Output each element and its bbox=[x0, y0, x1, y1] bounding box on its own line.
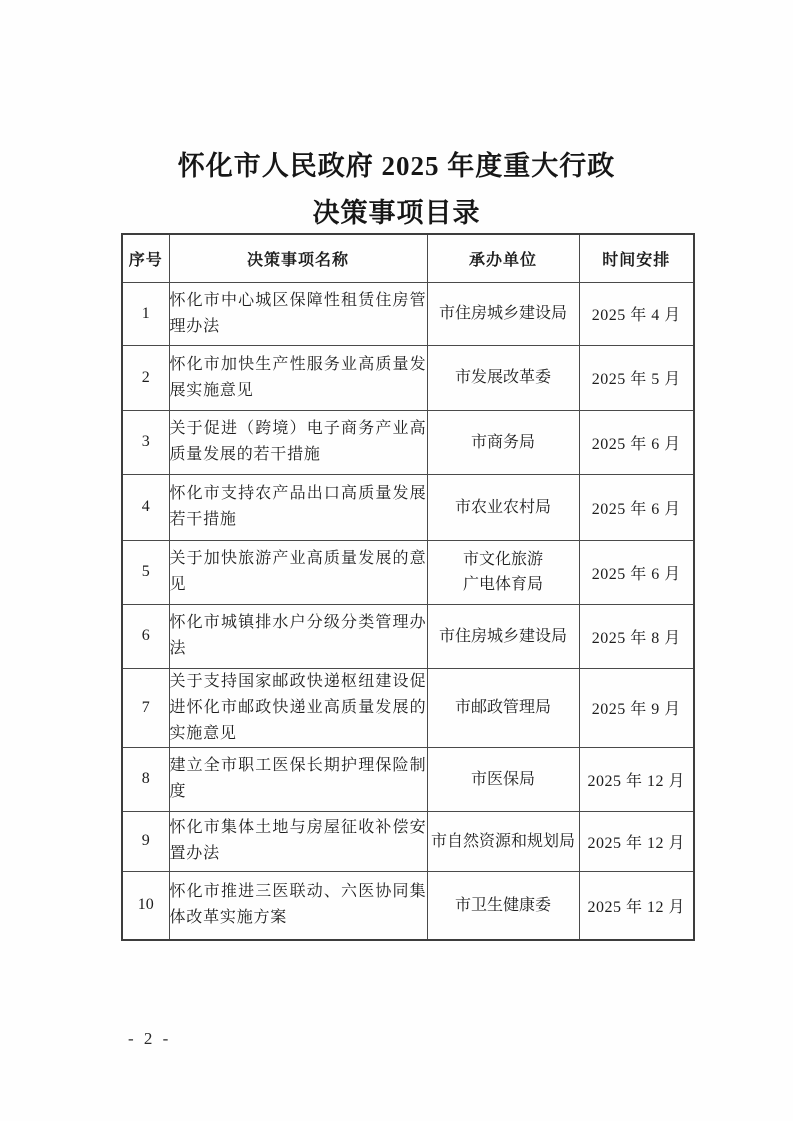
cell-decision-item-name: 关于支持国家邮政快递枢纽建设促进怀化市邮政快递业高质量发展的实施意见 bbox=[169, 668, 427, 747]
cell-undertaking-unit bbox=[427, 345, 579, 410]
table-row bbox=[122, 410, 694, 474]
cell-undertaking-unit bbox=[427, 604, 579, 668]
table-row bbox=[122, 747, 694, 811]
cell-serial-number: 1 bbox=[122, 282, 169, 345]
cell-serial-number: 7 bbox=[122, 668, 169, 747]
cell-time-schedule: 2025 年 8 月 bbox=[579, 604, 694, 668]
cell-undertaking-unit bbox=[427, 410, 579, 474]
document-title-line2: 决策事项目录 bbox=[312, 198, 481, 228]
cell-undertaking-unit bbox=[427, 811, 579, 871]
table-row bbox=[122, 604, 694, 668]
cell-time-schedule: 2025 年 12 月 bbox=[579, 811, 694, 871]
cell-decision-item-name: 怀化市支持农产品出口高质量发展若干措施 bbox=[169, 474, 427, 540]
unit-line: 市卫生健康委 bbox=[454, 896, 551, 914]
table-row bbox=[122, 282, 694, 345]
unit-line: 广电体育局 bbox=[462, 576, 543, 593]
table-row bbox=[122, 871, 694, 940]
unit-line: 市农业农村局 bbox=[454, 498, 551, 516]
unit-line: 市医保局 bbox=[470, 770, 535, 788]
cell-time-schedule: 2025 年 6 月 bbox=[579, 410, 694, 474]
cell-undertaking-unit bbox=[427, 474, 579, 540]
cell-undertaking-unit bbox=[427, 668, 579, 747]
table-row bbox=[122, 474, 694, 540]
cell-decision-item-name: 怀化市集体土地与房屋征收补偿安置办法 bbox=[169, 811, 427, 871]
unit-line: 市住房城乡建设局 bbox=[438, 305, 567, 322]
cell-decision-item-name: 关于促进（跨境）电子商务产业高质量发展的若干措施 bbox=[169, 410, 427, 474]
document-title-line1: 怀化市人民政府 2025 年度重大行政 bbox=[177, 151, 616, 181]
decision-items-table bbox=[121, 233, 695, 941]
cell-decision-item-name: 怀化市推进三医联动、六医协同集体改革实施方案 bbox=[169, 871, 427, 940]
cell-undertaking-unit bbox=[427, 871, 579, 940]
unit-line: 市商务局 bbox=[470, 433, 535, 451]
table-row bbox=[122, 540, 694, 604]
cell-time-schedule: 2025 年 4 月 bbox=[579, 282, 694, 345]
cell-undertaking-unit bbox=[427, 282, 579, 345]
cell-serial-number: 10 bbox=[122, 871, 169, 940]
table-header-row bbox=[122, 234, 694, 282]
unit-line: 市住房城乡建设局 bbox=[438, 627, 567, 645]
cell-decision-item-name: 建立全市职工医保长期护理保险制度 bbox=[169, 747, 427, 811]
unit-line: 市文化旅游 bbox=[462, 551, 543, 568]
document-title bbox=[0, 143, 793, 237]
header-decision-item-name: 决策事项名称 bbox=[169, 234, 427, 282]
cell-time-schedule: 2025 年 12 月 bbox=[579, 871, 694, 940]
unit-line: 市邮政管理局 bbox=[454, 699, 551, 716]
unit-line: 市自然资源和规划局 bbox=[430, 832, 575, 850]
cell-serial-number: 3 bbox=[122, 410, 169, 474]
cell-serial-number: 6 bbox=[122, 604, 169, 668]
cell-serial-number: 4 bbox=[122, 474, 169, 540]
cell-serial-number: 8 bbox=[122, 747, 169, 811]
cell-time-schedule: 2025 年 6 月 bbox=[579, 540, 694, 604]
cell-serial-number: 9 bbox=[122, 811, 169, 871]
table-row bbox=[122, 811, 694, 871]
table-row bbox=[122, 668, 694, 747]
cell-decision-item-name: 怀化市中心城区保障性租赁住房管理办法 bbox=[169, 282, 427, 345]
cell-undertaking-unit bbox=[427, 540, 579, 604]
cell-time-schedule: 2025 年 6 月 bbox=[579, 474, 694, 540]
cell-serial-number: 2 bbox=[122, 345, 169, 410]
header-time-schedule: 时间安排 bbox=[579, 234, 694, 282]
cell-time-schedule: 2025 年 5 月 bbox=[579, 345, 694, 410]
cell-undertaking-unit bbox=[427, 747, 579, 811]
page-number: - 2 - bbox=[128, 1029, 172, 1048]
cell-time-schedule: 2025 年 9 月 bbox=[579, 668, 694, 747]
cell-time-schedule: 2025 年 12 月 bbox=[579, 747, 694, 811]
unit-line: 市发展改革委 bbox=[454, 369, 551, 386]
cell-decision-item-name: 关于加快旅游产业高质量发展的意见 bbox=[169, 540, 427, 604]
header-undertaking-unit: 承办单位 bbox=[427, 234, 579, 282]
cell-decision-item-name: 怀化市加快生产性服务业高质量发展实施意见 bbox=[169, 345, 427, 410]
cell-decision-item-name: 怀化市城镇排水户分级分类管理办法 bbox=[169, 604, 427, 668]
cell-serial-number: 5 bbox=[122, 540, 169, 604]
table-row bbox=[122, 345, 694, 410]
header-serial-number: 序号 bbox=[122, 234, 169, 282]
